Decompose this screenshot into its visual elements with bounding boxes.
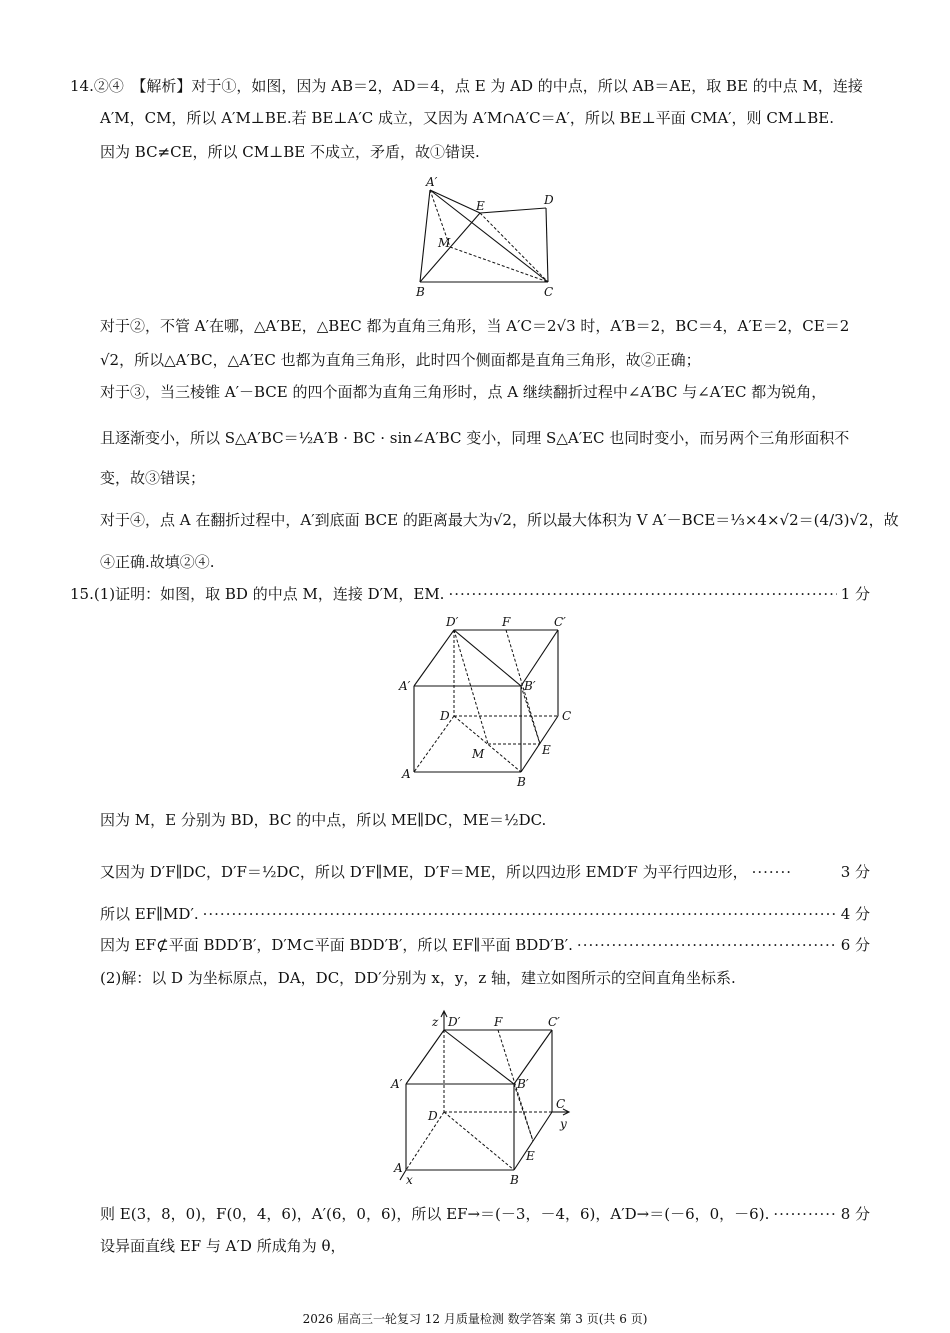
q14-line-4: 对于②，不管 A′在哪，△A′BE，△BEC 都为直角三角形，当 A′C＝2√3 时，A′B＝2，BC＝4，A′E＝2，CE＝2 (100, 317, 850, 335)
q14-line-10: ④正确.故填②④. (100, 553, 215, 571)
q14-line-6: 对于③，当三棱锥 A′－BCE 的四个面都为直角三角形时，点 A 继续翻折过程中∠A′BC 与∠A′EC 都为锐角， (100, 383, 827, 401)
label-D: D (544, 193, 554, 207)
label-B-prime: B′ (517, 1077, 529, 1091)
q15-step-3-text: 所以 EF∥MD′. (100, 905, 199, 923)
leader-dots (448, 584, 836, 604)
q14-line-2: A′M，CM，所以 A′M⊥BE.若 BE⊥A′C 成立，又因为 A′M∩A′C＝A′，所以 BE⊥平面 CMA′，则 CM⊥BE. (100, 109, 835, 127)
label-C: C (556, 1097, 566, 1111)
q15-step-3 (100, 904, 870, 924)
q15-step-2-text: 又因为 D′F∥DC，D′F＝½DC，所以 D′F∥ME，D′F＝ME，所以四边形 EMD′F 为平行四边形， (100, 863, 748, 881)
score-3: 3 分 (840, 863, 870, 881)
q15-step-6: 设异面直线 EF 与 A′D 所成角为 θ， (100, 1237, 346, 1255)
label-A-prime: A′ (399, 679, 411, 693)
leader-dots (752, 862, 792, 882)
figure-fold-pyramid (408, 172, 568, 300)
q14-line-9: 对于④，点 A 在翻折过程中，A′到底面 BCE 的距离最大为√2，所以最大体积为 V A′－BCE＝⅓×4×√2＝(4/3)√2，故 (100, 511, 899, 529)
q15-proof-intro-text: 15.(1)证明：如图，取 BD 的中点 M，连接 D′M，EM. (70, 585, 445, 603)
q14-line-3: 因为 BC≠CE，所以 CM⊥BE 不成立，矛盾，故①错误. (100, 143, 480, 161)
q14-line-7: 且逐渐变小，所以 S△A′BC＝½A′B · BC · sin∠A′BC 变小，同理 S△A′EC 也同时变小，而另两个三角形面积不 (100, 429, 850, 447)
label-B: B (416, 285, 425, 299)
q15-step-4-text: 因为 EF⊄平面 BDD′B′，D′M⊂平面 BDD′B′，所以 EF∥平面 BDD′B′. (100, 936, 573, 954)
leader-dots (203, 904, 837, 924)
label-E: E (476, 199, 485, 213)
label-B-prime: B′ (524, 679, 536, 693)
label-A: A (394, 1161, 403, 1175)
label-E: E (526, 1149, 535, 1163)
score-8: 8 分 (840, 1205, 870, 1223)
label-x-axis: x (406, 1173, 413, 1187)
label-D-prime: D′ (446, 615, 459, 629)
label-D: D (440, 709, 450, 723)
label-z-axis: z (432, 1015, 439, 1029)
q15-step-1: 因为 M，E 分别为 BD，BC 的中点，所以 ME∥DC，ME＝½DC. (100, 811, 547, 829)
label-F: F (494, 1015, 503, 1029)
label-B: B (510, 1173, 519, 1187)
q15-step-5-text: 则 E(3，8，0)，F(0，4，6)，A′(6，0，6)，所以 EF→＝(－3，－4，6)，A′D→＝(－6，0，－6). (100, 1205, 770, 1223)
q14-line-8: 变，故③错误； (100, 469, 206, 487)
leader-dots (773, 1204, 836, 1224)
label-M: M (438, 236, 451, 250)
q15-step-5 (100, 1204, 870, 1224)
label-C: C (544, 285, 554, 299)
figure-cube-coordinates (386, 1008, 586, 1190)
label-D-prime: D′ (448, 1015, 461, 1029)
figure-cube-1 (396, 614, 586, 790)
q15-proof-intro (70, 584, 870, 604)
label-M: M (472, 747, 485, 761)
label-C-prime: C′ (548, 1015, 560, 1029)
score-1: 1 分 (840, 585, 870, 603)
label-y-axis: y (560, 1117, 567, 1131)
label-A-prime: A′ (426, 175, 438, 189)
label-C-prime: C′ (554, 615, 566, 629)
q14-line-5: √2，所以△A′BC，△A′EC 也都为直角三角形，此时四个侧面都是直角三角形，故②正确； (100, 351, 701, 369)
label-E: E (542, 743, 551, 757)
page-footer: 2026 届高三一轮复习 12 月质量检测 数学答案 第 3 页(共 6 页) (302, 1312, 648, 1326)
score-4: 4 分 (840, 905, 870, 923)
q15-part-2: (2)解：以 D 为坐标原点，DA，DC，DD′分别为 x，y，z 轴，建立如图所示的空间直角坐标系. (100, 969, 736, 987)
q14-line-1: 14.②④ 【解析】对于①，如图，因为 AB＝2，AD＝4，点 E 为 AD 的中点，所以 AB＝AE，取 BE 的中点 M，连接 (70, 77, 863, 95)
label-B: B (517, 775, 526, 789)
leader-dots (577, 935, 837, 955)
q15-step-2 (100, 862, 870, 882)
q15-step-4 (100, 935, 870, 955)
label-F: F (502, 615, 511, 629)
label-C: C (562, 709, 572, 723)
label-A-prime: A′ (391, 1077, 403, 1091)
label-A: A (402, 767, 411, 781)
label-D: D (428, 1109, 438, 1123)
score-6: 6 分 (840, 936, 870, 954)
